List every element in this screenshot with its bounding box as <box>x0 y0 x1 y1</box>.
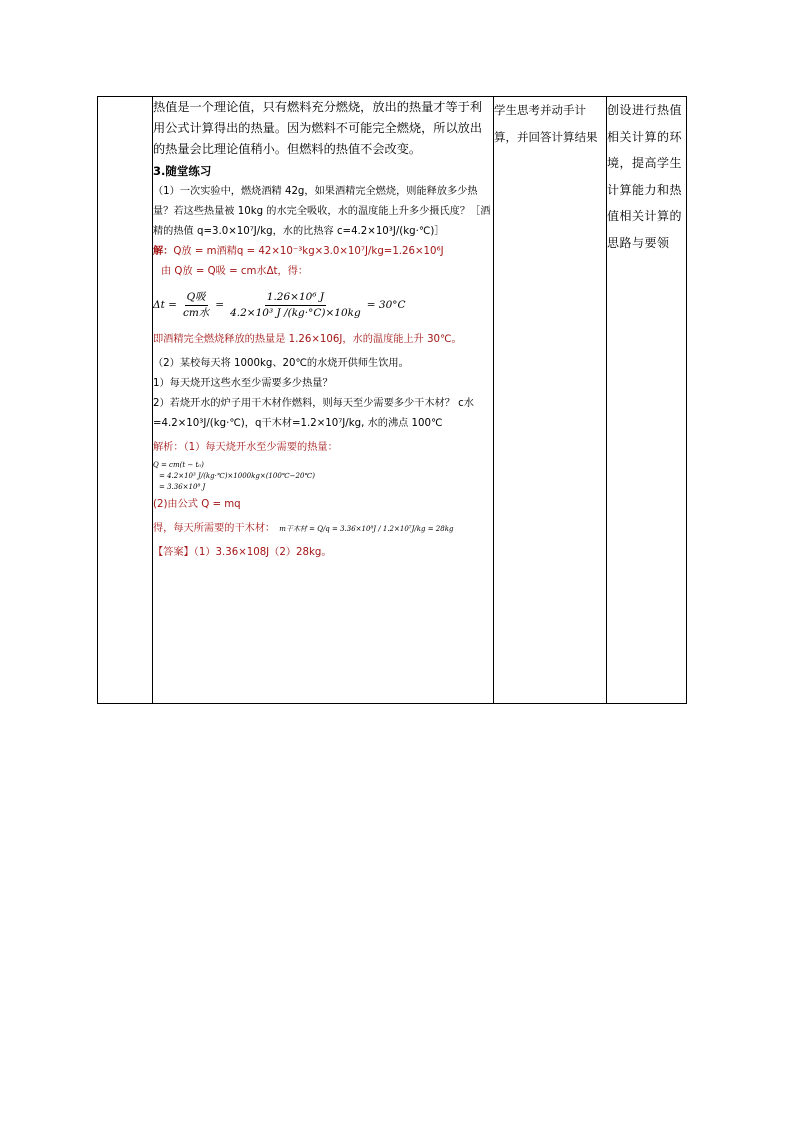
dry-wood-line: 得，每天所需要的干木材： m干木材 = Q/q = 3.36×10⁸J / 1.2×10⁷J/kg = 28kg <box>153 523 454 534</box>
lesson-table <box>97 96 687 704</box>
section-title: 3.随堂练习 <box>153 164 212 178</box>
equation-result: = 30°C <box>366 299 406 311</box>
blank-column-cell <box>98 97 153 704</box>
heat-equation-block <box>153 460 493 493</box>
question-2-part-2: 2）若烧开水的炉子用干木材作燃料，则每天至少需要多少干木材？ c水=4.2×10³J/(kg·℃)，q干木材=1.2×10⁷J/kg, 水的沸点 100℃ <box>153 398 474 429</box>
solution-1-line-1: 解：Q放 = m酒精q = 42×10⁻³kg×3.0×10⁷J/kg=1.26×10⁶J <box>153 246 444 257</box>
fraction-2-numerator: 1.26×10⁶ J <box>265 290 326 306</box>
answer-line: 【答案】（1）3.36×108J（2）28kg。 <box>153 547 332 558</box>
heat-equation-line-1: Q = cm(t − t₀) <box>153 461 204 469</box>
intro-paragraph: 热值是一个理论值，只有燃料充分燃烧，放出的热量才等于利用公式计算得出的热量。因为燃料不可能完全燃烧，所以放出的热量会比理论值稍小。但燃料的热值不会改变。 <box>153 100 483 156</box>
fraction-1 <box>181 290 211 321</box>
fraction-1-numerator: Q吸 <box>185 290 208 306</box>
solution-1-line-2: 由 Q放 = Q吸 = cm水Δt，得： <box>161 266 309 277</box>
question-2: （2）某校每天将 1000kg、20℃的水烧开供师生饮用。 <box>153 358 409 369</box>
fraction-2-denominator: 4.2×10³ J /(kg·°C)×10kg <box>230 306 361 319</box>
heat-equation-line-2: = 4.2×10³ J/(kg·℃)×1000kg×(100℃−20℃) <box>159 472 315 480</box>
student-activity-cell: 学生思考并动手计算，并回答计算结果 <box>494 97 607 704</box>
analysis-line: 解析：（1）每天烧开水至少需要的热量： <box>153 442 338 453</box>
question-1: （1）一次实验中，燃烧酒精 42g，如果酒精完全燃烧，则能释放多少热量？若这些热量被 10kg 的水完全吸收，水的温度能上升多少摄氏度？［酒精的热值 q=3.0×10⁷J/kg，水的比热容 c=4.2×10³J/(kg·℃)］ <box>153 186 491 237</box>
delta-t-equation <box>153 284 493 326</box>
fraction-1-denominator: cm水 <box>182 306 210 319</box>
question-2-part-1: 1）每天烧开这些水至少需要多少热量？ <box>153 378 333 389</box>
teaching-content-cell <box>153 97 494 704</box>
formula-line: (2)由公式 Q = mq <box>153 499 241 510</box>
fraction-2 <box>228 290 363 321</box>
conclusion-1: 即酒精完全燃烧释放的热量是 1.26×106J，水的温度能上升 30℃。 <box>153 334 462 345</box>
design-intent-cell: 创设进行热值相关计算的环境，提高学生计算能力和热值相关计算的思路与要领 <box>607 97 687 704</box>
equals-sign: = <box>215 299 225 311</box>
equation-lhs: Δt = <box>153 299 177 311</box>
heat-equation-line-3: = 3.36×10⁸ J <box>159 483 206 491</box>
